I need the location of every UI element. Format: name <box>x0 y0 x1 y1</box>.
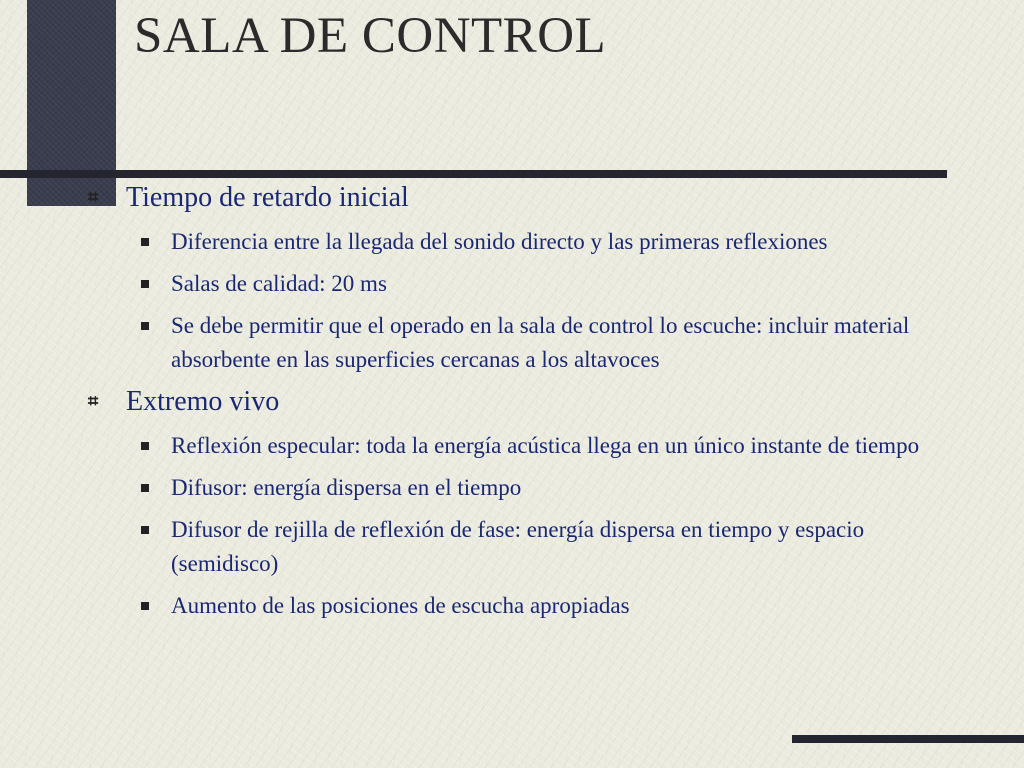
slide-title: SALA DE CONTROL <box>134 8 607 64</box>
bullet-list <box>88 225 968 377</box>
square-bullet-icon <box>141 280 149 288</box>
square-bullet-icon <box>141 238 149 246</box>
list-item-text: Salas de calidad: 20 ms <box>171 271 387 296</box>
section-heading-text: Tiempo de retardo inicial <box>126 182 409 213</box>
list-item <box>88 513 968 581</box>
list-item <box>88 225 968 259</box>
list-item <box>88 267 968 301</box>
section-tiempo-de-retardo <box>88 179 968 377</box>
slide-content <box>88 179 968 623</box>
list-item-text: Difusor de rejilla de reflexión de fase: energía dispersa en tiempo y espacio (semidisco) <box>171 517 865 576</box>
bottom-divider <box>792 735 1024 743</box>
section-heading-text: Extremo vivo <box>126 386 280 417</box>
top-divider <box>0 170 947 178</box>
list-item-text: Aumento de las posiciones de escucha apropiadas <box>171 593 630 618</box>
section-heading <box>88 179 968 217</box>
list-item-text: Reflexión especular: toda la energía acústica llega en un único instante de tiempo <box>171 433 920 458</box>
list-item-text: Diferencia entre la llegada del sonido directo y las primeras reflexiones <box>171 229 828 254</box>
section-extremo-vivo <box>88 383 968 623</box>
list-item-text: Se debe permitir que el operado en la sala de control lo escuche: incluir material absorbente en las superficies cercanas a los altavoces <box>171 313 910 372</box>
list-item <box>88 471 968 505</box>
list-item <box>88 429 968 463</box>
section-heading <box>88 383 968 421</box>
square-bullet-icon <box>141 602 149 610</box>
section-bullet-icon: ⌗ <box>88 187 99 208</box>
square-bullet-icon <box>141 442 149 450</box>
square-bullet-icon <box>141 322 149 330</box>
square-bullet-icon <box>141 484 149 492</box>
section-bullet-icon: ⌗ <box>88 391 99 412</box>
square-bullet-icon <box>141 526 149 534</box>
bullet-list <box>88 429 968 623</box>
list-item <box>88 309 968 377</box>
list-item <box>88 589 968 623</box>
list-item-text: Difusor: energía dispersa en el tiempo <box>171 475 522 500</box>
